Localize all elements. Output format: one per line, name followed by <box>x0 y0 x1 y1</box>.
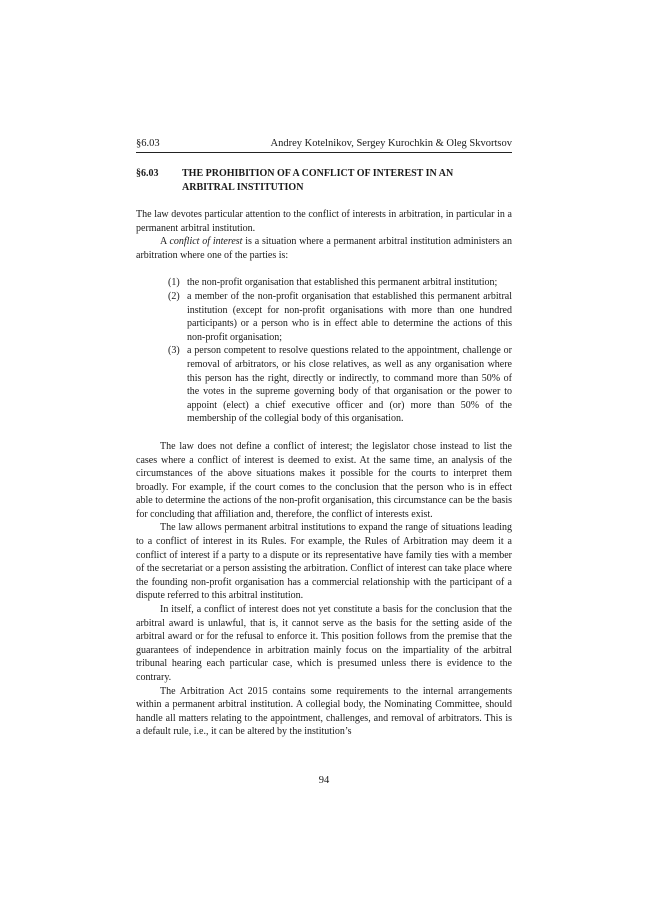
list-item-text: the non-profit organisation that established this permanent arbitral institution; <box>187 277 498 289</box>
section-heading <box>136 167 512 194</box>
party-list <box>136 276 512 426</box>
paragraph-6: The Arbitration Act 2015 contains some requirements to the internal arrangements within a permanent arbitral institution. A collegial body, the Nominating Committee, should handle all matters relating to the appointment, challenges, and removal of arbitrators. This is a default rule, i.e., it can be altered by the institution’s <box>136 685 512 738</box>
header-authors: Andrey Kotelnikov, Sergey Kurochkin & Oleg Skvortsov <box>270 138 512 149</box>
list-item-text: a person competent to resolve questions related to the appointment, challenge or removal of arbitrators, or his close relatives, as well as any organisation where this person has the right, directly or indirectly, to command more than 50% of the votes in the supreme governing body of that organisation or the power to appoint (elect) a chief executive officer and (or) more than 50% of the membership of the collegial body of this organisation. <box>187 345 512 425</box>
list-item <box>136 290 512 344</box>
section-number: §6.03 <box>136 168 159 179</box>
section-title-line-1: THE PROHIBITION OF A CONFLICT OF INTEREST IN AN <box>182 168 454 179</box>
paragraph-1: The law devotes particular attention to the conflict of interests in arbitration, in particular in a permanent arbitral institution. <box>136 209 512 234</box>
page-number: 94 <box>318 775 330 786</box>
running-header <box>136 138 512 153</box>
list-item-marker: (3) <box>168 345 180 357</box>
section-title-line-2: ARBITRAL INSTITUTION <box>182 181 304 193</box>
list-item-text: a member of the non-profit organisation that established this permanent arbitral institution (except for non-profit organisations with more than one hundred participants) or a person who is in effect able to determine the actions of this non-profit organisation; <box>187 290 512 343</box>
list-item-marker: (2) <box>168 290 180 302</box>
list-item-marker: (1) <box>168 277 180 289</box>
paragraph-5: In itself, a conflict of interest does not yet constitute a basis for the conclusion that the arbitral award is unlawful, that is, it cannot serve as the basis for the setting aside of the arbitral award or for the refusal to enforce it. This position follows from the premise that the guarantees of independence in arbitration mainly focus on the impartiality of the arbitral tribunal hearing each particular case, which is presumed unless there is evidence to the contrary. <box>136 604 512 683</box>
conflict-of-interest-term: conflict of interest <box>169 236 243 248</box>
paragraph-3: The law does not define a conflict of interest; the legislator chose instead to list the cases where a conflict of interest is deemed to exist. At the same time, an analysis of the circumstances of the above situations makes it possible for the courts to interpret them broadly. For example, if the court comes to the conclusion that the person who is in effect able to determine the actions of the non-profit organisation, this circumstance can be the basis for concluding that affiliation and, therefore, the conflict of interests exist. <box>136 440 512 520</box>
header-section-number: §6.03 <box>136 138 160 149</box>
list-item <box>136 344 512 426</box>
page-body <box>136 138 512 739</box>
list-item <box>136 276 512 290</box>
paragraph-2-start: A <box>160 236 170 248</box>
paragraph-2-end: is a situation where a permanent arbitral institution administers an arbitration where one of the parties is: <box>136 236 512 261</box>
section-title <box>182 167 453 194</box>
paragraph-4: The law allows permanent arbitral institutions to expand the range of situations leading to a conflict of interest in its Rules. For example, the Rules of Arbitration may deem it a conflict of interest if a party to a dispute or its representative have family ties with a member of the secretariat or a person assisting the arbitration. Conflict of interest can take place where the founding non-profit organisation has a commercial relationship with the participant of a dispute referred to this arbitral institution. <box>136 522 512 602</box>
paragraph-2 <box>136 235 512 262</box>
